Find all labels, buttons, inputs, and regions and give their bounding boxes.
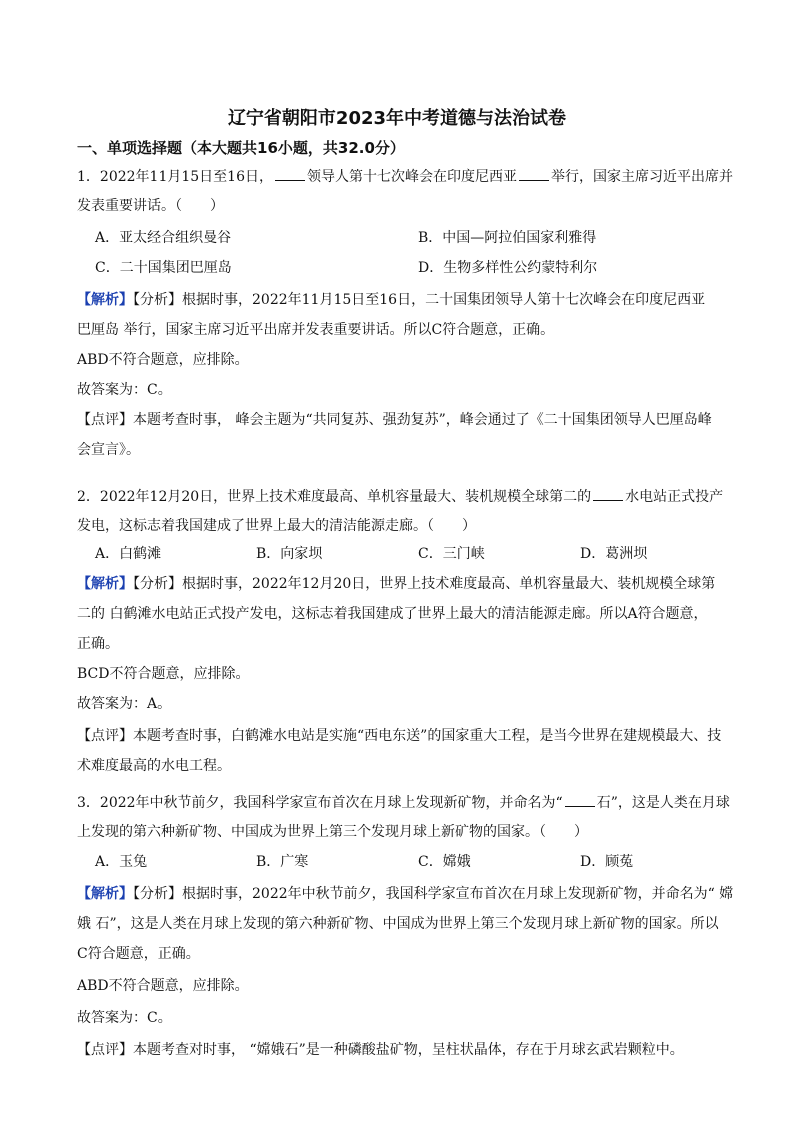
answer-blank [275,166,305,181]
q1-analysis-line-3: ABD不符合题意，应排除。 [77,352,249,368]
q2-answer: 故答案为：A。 [77,696,172,712]
q3-option-d: D．顾菟 [580,854,634,870]
q1-comment-line-1: 【点评】本题考查时事， 峰会主题为“共同复苏、强劲复苏”，峰会通过了《二十国集团领导人巴厘岛峰 [77,412,712,428]
question-2-line-1: 2．2022年12月20日，世界上技术难度最高、单机容量最大、装机规模全球第二的 水电站正式投产 [77,486,723,507]
q1-option-d: D．生物多样性公约蒙特利尔 [418,260,598,276]
question-1-line-2: 发表重要讲话。（ ） [77,198,224,214]
analysis-tag: 【解析】 [77,292,133,308]
q3-option-c: C．嫦娥 [418,854,471,870]
q2-analysis-line-4: BCD不符合题意，应排除。 [77,666,250,682]
analysis-tag: 【解析】 [77,576,133,592]
q2-option-a: A．白鹤滩 [95,546,162,562]
q3-analysis-line-2: 娥 石”，这是人类在月球上发现的第六种新矿物、中国成为世界上第三个发现月球上新矿物的国家。所以 [77,916,719,932]
q2-analysis-line-1: 【解析】【分析】根据时事，2022年12月20日，世界上技术难度最高、单机容量最大、装机规模全球第 [77,576,716,592]
q3-answer: 故答案为：C。 [77,1010,172,1026]
analysis-tag: 【解析】 [77,886,133,902]
q2-option-b: B．向家坝 [256,546,323,562]
answer-blank [565,792,595,807]
q1-answer: 故答案为：C。 [77,382,172,398]
q1-option-c: C．二十国集团巴厘岛 [95,260,232,276]
q2-option-d: D．葛洲坝 [580,546,648,562]
q1-option-b: B．中国—阿拉伯国家利雅得 [418,230,597,246]
question-3-line-1: 3．2022年中秋节前夕，我国科学家宣布首次在月球上发现新矿物，并命名为“ 石”，这是人类在月球 [77,792,730,813]
q3-option-b: B．广寒 [256,854,309,870]
q3-option-a: A．玉兔 [95,854,148,870]
answer-blank [593,486,623,501]
q3-analysis-line-1: 【解析】【分析】根据时事，2022年中秋节前夕，我国科学家宣布首次在月球上发现新矿物，并命名为“ 嫦 [77,886,734,902]
page-title: 辽宁省朝阳市2023年中考道德与法治试卷 [227,108,567,129]
q1-analysis-line-1: 【解析】【分析】根据时事，2022年11月15日至16日，二十国集团领导人第十七次峰会在印度尼西亚 [77,292,706,308]
question-2-line-2: 发电，这标志着我国建成了世界上最大的清洁能源走廊。（ ） [77,518,476,534]
q2-option-c: C．三门峡 [418,546,485,562]
q3-comment-line-1: 【点评】本题考查对时事， “嫦娥石”是一种磷酸盐矿物，呈柱状晶体，存在于月球玄武岩颗粒中。 [77,1042,684,1058]
q3-analysis-line-3: C符合题意，正确。 [77,946,200,962]
question-1-line-1: 1．2022年11月15日至16日， 领导人第十七次峰会在印度尼西亚 举行，国家主席习近平出席并 [77,166,733,187]
q2-comment-line-2: 术难度最高的水电工程。 [77,758,231,774]
q3-analysis-line-4: ABD不符合题意，应排除。 [77,978,249,994]
section-heading: 一、单项选择题（本大题共16小题，共32.0分） [77,139,405,157]
q1-option-a: A．亚太经合组织曼谷 [95,230,232,246]
q2-analysis-line-3: 正确。 [77,636,119,652]
q1-comment-line-2: 会宣言》。 [77,442,140,458]
q2-analysis-line-2: 二的 白鹤滩水电站正式投产发电，这标志着我国建成了世界上最大的清洁能源走廊。所以A符合题意， [77,606,708,622]
q2-comment-line-1: 【点评】本题考查时事，白鹤滩水电站是实施“西电东送”的国家重大工程，是当今世界在建规模最大、技 [77,728,722,744]
q1-analysis-line-2: 巴厘岛 举行，国家主席习近平出席并发表重要讲话。所以C符合题意，正确。 [77,322,555,338]
question-3-line-2: 上发现的第六种新矿物、中国成为世界上第三个发现月球上新矿物的国家。（ ） [77,824,588,840]
answer-blank [519,166,549,181]
